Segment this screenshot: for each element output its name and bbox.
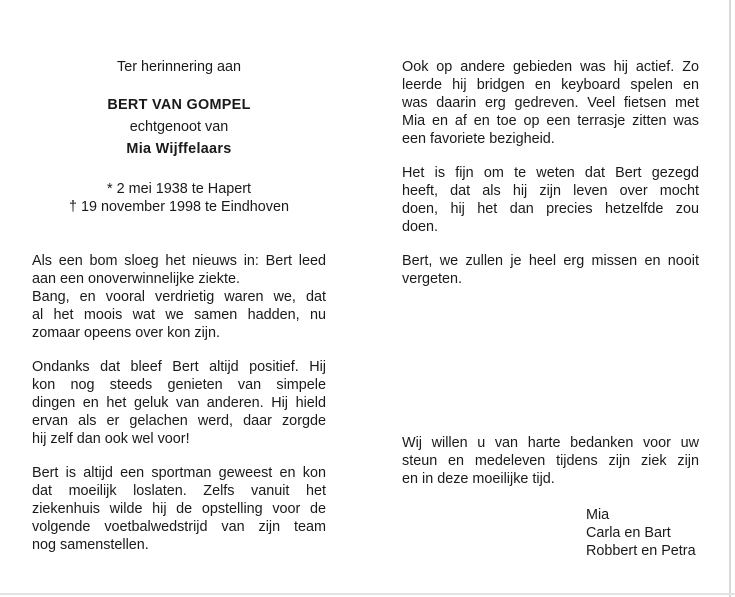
left-paragraph-1 — [32, 252, 326, 342]
text-line: heeft, dat als hij zijn leven over mocht — [402, 183, 699, 199]
text-line: doen, hij het dan precies hetzelfde zou — [402, 201, 699, 217]
text-line: kon nog steeds genieten van simpele — [32, 377, 326, 393]
text-line: Het is fijn om te weten dat Bert gezegd — [402, 165, 699, 181]
text-line: ervan als er gelachen werd, daar zorgde — [32, 413, 326, 429]
text-line: Bert is altijd een sportman geweest en kon — [32, 465, 326, 481]
deceased-name: BERT VAN GOMPEL — [107, 97, 251, 113]
signature-robbert-petra: Robbert en Petra — [586, 543, 696, 559]
text-line: steun en medeleven tijdens zijn ziek zijn — [402, 453, 699, 469]
right-paragraph-2 — [402, 164, 699, 236]
text-line: Ondanks dat bleef Bert altijd positief. Hij — [32, 359, 326, 375]
signature-carla-bart: Carla en Bart — [586, 525, 671, 541]
signature-mia: Mia — [586, 507, 610, 523]
text-line: Ook op andere gebieden was hij actief. Zo — [402, 59, 699, 75]
text-line: een favoriete bezigheid. — [402, 131, 555, 147]
relation-text: echtgenoot van — [129, 119, 229, 135]
thank-you-paragraph — [402, 434, 699, 488]
text-line: leerde hij bridgen en keyboard spelen en — [402, 77, 699, 93]
text-line: doen. — [402, 219, 439, 235]
text-line: dat moeilijk loslaten. Zelfs vanuit het — [32, 483, 326, 499]
text-line: Wij willen u van harte bedanken voor uw — [402, 435, 699, 451]
text-line: Mia en af en toe op een terrasje zitten was — [402, 113, 699, 129]
text-line: hij zelf dan ook wel voor! — [32, 431, 190, 447]
right-paragraph-3 — [402, 252, 699, 288]
left-paragraph-2 — [32, 358, 326, 448]
card-edge-bottom — [0, 593, 735, 595]
text-line: Als een bom sloeg het nieuws in: Bert leed — [32, 253, 326, 269]
text-line: zomaar opeens over kon zijn. — [32, 325, 220, 341]
intro-text: Ter herinnering aan — [117, 59, 241, 75]
text-line: dingen en het geluk van anderen. Hij hield — [32, 395, 326, 411]
text-line: Bang, en vooral verdrietig waren we, dat — [32, 289, 326, 305]
text-line: volgende voetbalwedstrijd van zijn team — [32, 519, 326, 535]
birth-date: * 2 mei 1938 te Hapert — [107, 181, 251, 197]
card-edge-right — [729, 0, 731, 597]
text-line: en in deze moeilijke tijd. — [402, 471, 555, 487]
text-line: was daarin erg gedreven. Veel fietsen met — [402, 95, 699, 111]
text-line: nog samenstellen. — [32, 537, 149, 553]
spouse-name: Mia Wijffelaars — [126, 141, 232, 157]
right-paragraph-1 — [402, 58, 699, 148]
death-date: † 19 november 1998 te Eindhoven — [68, 199, 290, 215]
text-line: aan een onoverwinnelijke ziekte. — [32, 271, 240, 287]
left-paragraph-3 — [32, 464, 326, 554]
text-line: ziekenhuis wilde hij de opstelling voor de — [32, 501, 326, 517]
text-line: Bert, we zullen je heel erg missen en nooit — [402, 253, 699, 269]
text-line: vergeten. — [402, 271, 463, 287]
text-line: al het moois wat we samen hadden, nu — [32, 307, 326, 323]
